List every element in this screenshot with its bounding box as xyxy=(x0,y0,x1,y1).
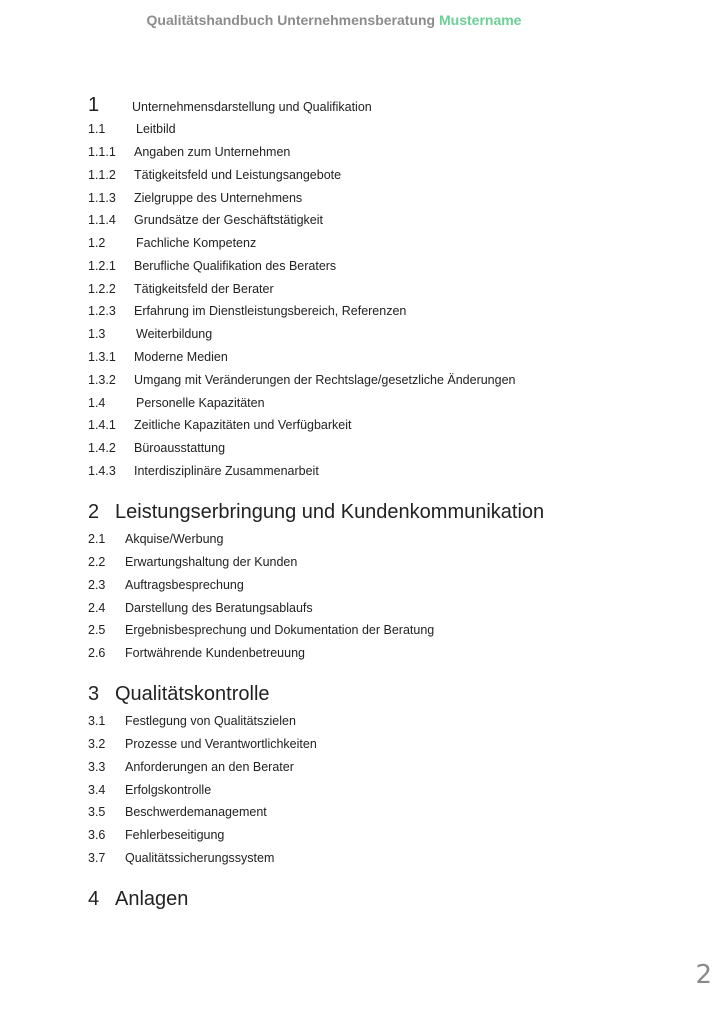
toc-entry-number: 3.5 xyxy=(88,805,106,819)
toc-entry-title: Erwartungshaltung der Kunden xyxy=(125,555,298,569)
toc-entry xyxy=(88,737,688,761)
toc-entry-number: 1.2.1 xyxy=(88,259,116,273)
toc-entry xyxy=(88,236,688,260)
toc-entry-number: 1.2.2 xyxy=(88,282,116,296)
toc-entry-title: Beschwerdemanagement xyxy=(125,805,267,819)
toc-entry xyxy=(88,714,688,738)
toc-entry-number: 2.2 xyxy=(88,555,106,569)
toc-entry-title: Prozesse und Verantwortlichkeiten xyxy=(125,737,317,751)
toc-entry-title: Erfahrung im Dienstleistungsbereich, Referenzen xyxy=(134,304,407,318)
toc-entry-title: Qualitätssicherungssystem xyxy=(125,851,275,865)
toc-entry-number: 1.2 xyxy=(88,236,106,250)
toc-entry-number: 2.4 xyxy=(88,601,106,615)
toc-entry xyxy=(88,327,688,351)
toc-entry xyxy=(88,213,688,237)
toc-entry xyxy=(88,145,688,169)
toc-entry-number: 1.1.4 xyxy=(88,213,116,227)
toc-entry xyxy=(88,828,688,852)
toc-entry-title: Tätigkeitsfeld und Leistungsangebote xyxy=(134,168,342,182)
toc-entry xyxy=(88,282,688,306)
toc-entry xyxy=(88,304,688,328)
toc-entry-number: 1.4.2 xyxy=(88,441,116,455)
toc-entry-number: 2.3 xyxy=(88,578,106,592)
toc-entry-title: Erfolgskontrolle xyxy=(125,783,212,797)
toc-entry-title: Personelle Kapazitäten xyxy=(136,396,265,410)
toc-entry-number: 1.1.2 xyxy=(88,168,116,182)
toc-entry xyxy=(88,683,688,707)
toc-entry xyxy=(88,623,688,647)
toc-entry xyxy=(88,888,688,912)
toc-entry-number: 1.4.1 xyxy=(88,418,116,432)
toc-entry-title: Anlagen xyxy=(115,888,189,910)
toc-entry-number: 3.3 xyxy=(88,760,106,774)
toc-entry-number: 2.1 xyxy=(88,532,106,546)
toc-entry-number: 1.2.3 xyxy=(88,304,116,318)
toc-entry-title: Leitbild xyxy=(136,122,176,136)
toc-entry-title: Moderne Medien xyxy=(134,350,228,364)
toc-entry-title: Darstellung des Beratungsablaufs xyxy=(125,601,313,615)
toc-entry-number: 4 xyxy=(88,888,100,910)
toc-entry-number: 1.1.1 xyxy=(88,145,116,159)
toc-entry-number: 3.2 xyxy=(88,737,106,751)
document-header xyxy=(0,12,668,28)
toc-entry-title: Tätigkeitsfeld der Berater xyxy=(134,282,274,296)
toc-entry-title: Angaben zum Unternehmen xyxy=(134,145,291,159)
toc-entry-title: Festlegung von Qualitätszielen xyxy=(125,714,296,728)
toc-entry-title: Unternehmensdarstellung und Qualifikation xyxy=(132,100,372,114)
toc-entry-title: Weiterbildung xyxy=(136,327,213,341)
toc-entry-title: Fortwährende Kundenbetreuung xyxy=(125,646,305,660)
toc-entry-number: 1.3 xyxy=(88,327,106,341)
toc-entry xyxy=(88,760,688,784)
toc-entry-number: 1.3.2 xyxy=(88,373,116,387)
toc-entry-title: Anforderungen an den Berater xyxy=(125,760,294,774)
toc-entry-number: 2 xyxy=(88,501,100,523)
toc-entry-title: Leistungserbringung und Kundenkommunikation xyxy=(115,501,545,523)
header-title: Qualitätshandbuch Unternehmensberatung xyxy=(146,12,436,28)
toc-entry-number: 1 xyxy=(88,94,100,116)
toc-entry xyxy=(88,501,688,525)
toc-entry-number: 1.4.3 xyxy=(88,464,116,478)
toc-entry-title: Interdisziplinäre Zusammenarbeit xyxy=(134,464,319,478)
toc-entry xyxy=(88,601,688,625)
toc-entry-number: 3.4 xyxy=(88,783,106,797)
toc-entry xyxy=(88,578,688,602)
toc-entry-title: Fehlerbeseitigung xyxy=(125,828,225,842)
header-brand: Mustername xyxy=(439,12,522,28)
toc-entry xyxy=(88,783,688,807)
toc-entry-number: 3.7 xyxy=(88,851,106,865)
toc-entry-number: 3.1 xyxy=(88,714,106,728)
toc-entry-title: Zielgruppe des Unternehmens xyxy=(134,191,303,205)
toc-entry xyxy=(88,555,688,579)
toc-entry-number: 1.3.1 xyxy=(88,350,116,364)
toc-entry xyxy=(88,168,688,192)
toc-entry xyxy=(88,646,688,670)
toc-entry xyxy=(88,464,688,488)
toc-entry xyxy=(88,851,688,875)
toc-entry-title: Büroausstattung xyxy=(134,441,226,455)
toc-entry xyxy=(88,373,688,397)
toc-entry-number: 1.1.3 xyxy=(88,191,116,205)
toc-entry-number: 3.6 xyxy=(88,828,106,842)
toc-entry-title: Auftragsbesprechung xyxy=(125,578,244,592)
toc-entry-number: 3 xyxy=(88,683,100,705)
toc-entry-title: Fachliche Kompetenz xyxy=(136,236,257,250)
toc-entry xyxy=(88,122,688,146)
toc-entry-title: Umgang mit Veränderungen der Rechtslage/gesetzliche Änderungen xyxy=(134,373,516,387)
page-number: 2 xyxy=(695,960,712,990)
toc-entry xyxy=(88,805,688,829)
toc-entry xyxy=(88,396,688,420)
toc-entry-title: Qualitätskontrolle xyxy=(115,683,270,705)
toc-entry xyxy=(88,441,688,465)
toc-entry-title: Akquise/Werbung xyxy=(125,532,224,546)
toc-entry xyxy=(88,259,688,283)
toc-entry xyxy=(88,94,688,118)
toc-entry-number: 2.6 xyxy=(88,646,106,660)
toc-entry-title: Zeitliche Kapazitäten und Verfügbarkeit xyxy=(134,418,352,432)
toc-entry-number: 2.5 xyxy=(88,623,106,637)
toc-entry-title: Ergebnisbesprechung und Dokumentation der Beratung xyxy=(125,623,435,637)
toc-entry-title: Berufliche Qualifikation des Beraters xyxy=(134,259,337,273)
toc-entry xyxy=(88,532,688,556)
toc-entry xyxy=(88,191,688,215)
toc-entry-number: 1.1 xyxy=(88,122,106,136)
toc-entry-number: 1.4 xyxy=(88,396,106,410)
toc-entry xyxy=(88,350,688,374)
toc-entry xyxy=(88,418,688,442)
toc-entry-title: Grundsätze der Geschäftstätigkeit xyxy=(134,213,323,227)
